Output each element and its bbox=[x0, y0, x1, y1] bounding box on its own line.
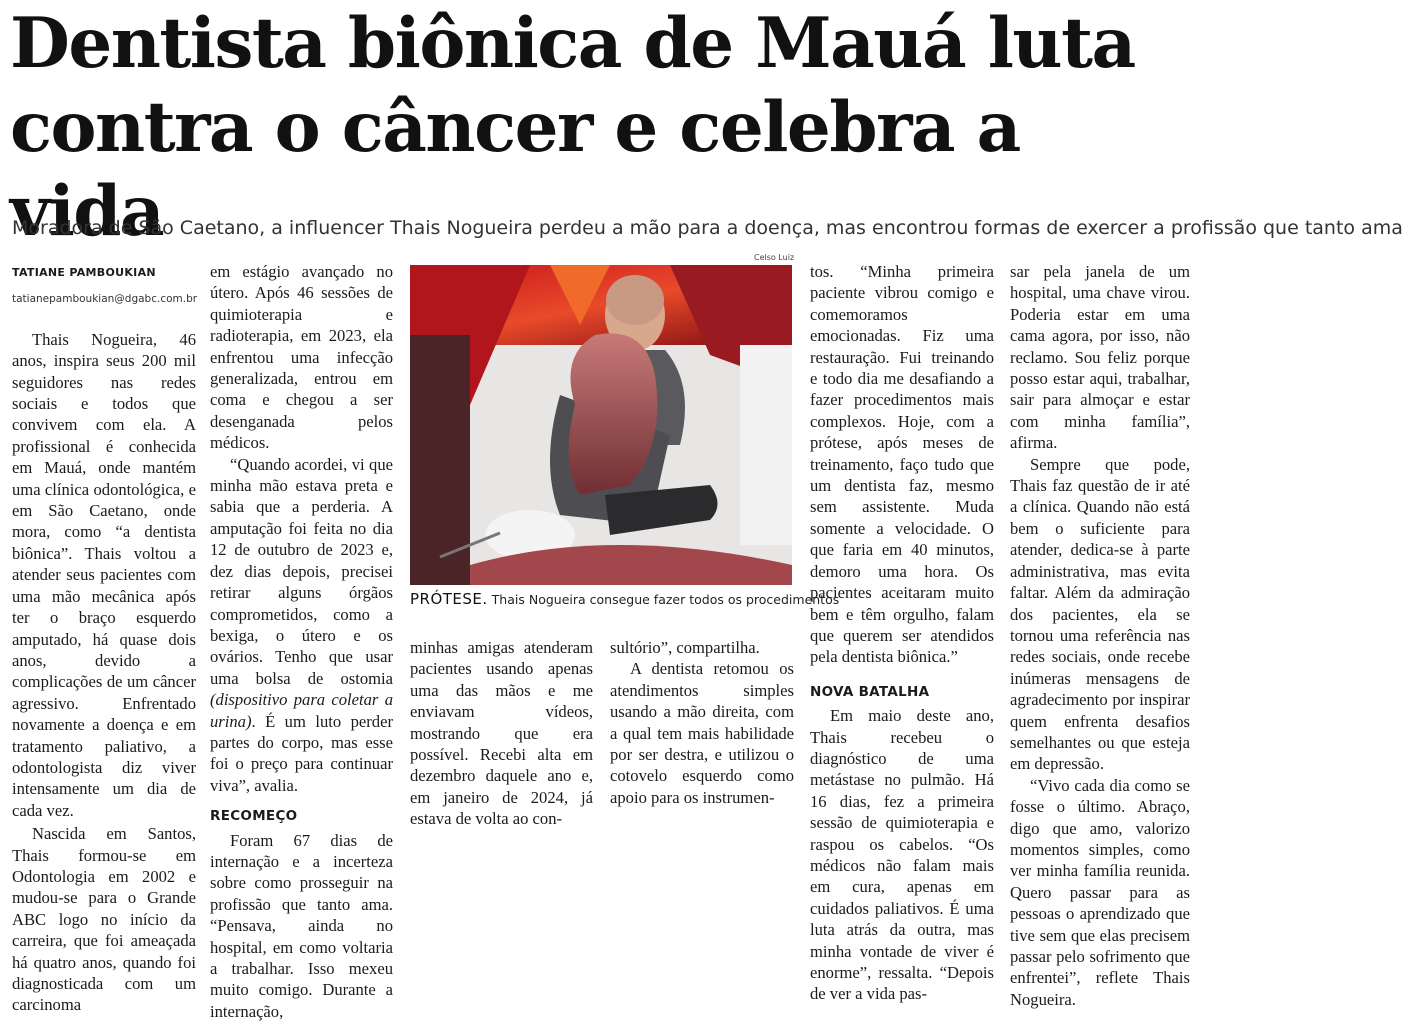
paragraph: minhas amigas atenderam pacientes usando apenas uma das mãos e me enviavam vídeos, mostrando que era possível. Recebi alta em dezembro daquele ano e, em janeiro de 2024, já estava de volta ao con- bbox=[410, 638, 593, 829]
paragraph: Em maio deste ano, Thais recebeu o diagnóstico de uma metástase no pulmão. Há 16 dias, fez a primeira sessão de quimioterapia e raspou os cabelos. “Os médicos não falam mais em cura, apenas em cuidados paliativos. É uma luta atrás da outra, mas minha vontade de viver é enorme”, ressalta. “Depois de ver a vida pas- bbox=[810, 706, 994, 1004]
paragraph: Thais Nogueira, 46 anos, inspira seus 200 mil seguidores nas redes sociais e todos que convivem com ela. A profissional é conhecida em Mauá, onde mantém uma clínica odontológica, e em São Caetano, onde mora, como “a dentista biônica”. Thais voltou a atender seus pacientes com uma mão mecânica após ter o braço esquerdo amputado, há quase dois anos, devido a complicações de um câncer agressivo. Enfrentado novamente a doença e em tratamento paliativo, a odontologista diz viver intensamente um dia de cada vez. bbox=[12, 329, 196, 820]
subheadline: Moradora de São Caetano, a influencer Thais Nogueira perdeu a mão para a doença, mas encontrou formas de exercer a profissão que tanto ama bbox=[12, 217, 1403, 239]
author-email: tatianepamboukian@dgabc.com.br bbox=[12, 293, 198, 306]
paragraph: em estágio avançado no útero. Após 46 sessões de quimioterapia e radioterapia, em 2023, ela enfrentou uma infecção generalizada, entrou em coma e chegou a ser desenganada pelos médicos. bbox=[210, 262, 393, 453]
column-6 bbox=[1010, 261, 1190, 1010]
paragraph: “Vivo cada dia como se fosse o último. Abraço, digo que amo, valorizo momentos simples, como ver minha família reunida. Quero passar para as pessoas o aprendizado que tive sem que elas precisem passar pelo sofrimento que enfrentei”, reflete Thais Nogueira. bbox=[1010, 775, 1190, 1009]
author-name: TATIANE PAMBOUKIAN bbox=[12, 266, 156, 279]
column-4 bbox=[610, 637, 794, 808]
column-5 bbox=[810, 261, 994, 1005]
headline-line-1: Dentista biônica de Mauá luta bbox=[10, 3, 1135, 84]
paragraph: sar pela janela de um hospital, uma chave virou. Poderia estar em uma cama agora, por isso, não reclamo. Sou feliz porque posso estar aqui, trabalhar, sair para almoçar e estar com minha família”, afirma. bbox=[1010, 262, 1190, 453]
paragraph: Foram 67 dias de internação e a incerteza sobre como prosseguir na profissão que tanto ama. “Pensava, ainda no hospital, em como voltaria a trabalhar. Isso mexeu muito comigo. Durante a internação, bbox=[210, 830, 393, 1021]
caption-lead: PRÓTESE. bbox=[410, 590, 488, 608]
paragraph: “Quando acordei, vi que minha mão estava preta e sabia que a perderia. A amputação foi feita no dia 12 de outubro de 2023 e, dez dias depois, precisei retirar alguns órgãos comprometidos, como a bexiga, o útero e os ovários. Tenho que usar uma bolsa de ostomia (dispositivo para coletar a urina). É um luto perder partes do corpo, mas esse foi o preço para continuar viva”, avalia. bbox=[210, 454, 393, 795]
paragraph: Sempre que pode, Thais faz questão de ir até a clínica. Quando não está bem o suficiente para atender, dedica-se à parte administrativa, mas evita faltar. Além da admiração dos pacientes, ela se tornou uma referência nas redes sociais, onde recebe inúmeras mensagens de agradecimento por inspirar quem enfrenta desafios semelhantes ou que esteja em depressão. bbox=[1010, 454, 1190, 774]
paragraph: tos. “Minha primeira paciente vibrou comigo e comemoramos emocionadas. Fiz uma restauração. Fui treinando e todo dia me desafiando a fazer procedimentos mais complexos. Hoje, com a prótese, após meses de treinamento, faço tudo que um dentista faz, mesmo sem assistente. Muda somente a velocidade. O que faria em 40 minutos, demoro uma hora. Os pacientes aceitaram muito bem e têm orgulho, falam que querem ser atendidos pela dentista biônica.” bbox=[810, 262, 994, 667]
column-1 bbox=[12, 262, 196, 1016]
photo-caption: PRÓTESE. Thais Nogueira consegue fazer todos os procedimentos bbox=[410, 590, 840, 608]
column-3 bbox=[410, 637, 593, 830]
section-heading-recomeco: RECOMEÇO bbox=[210, 808, 298, 825]
article-photo bbox=[410, 265, 792, 585]
photo-credit: Celso Luiz bbox=[754, 253, 795, 262]
paragraph: sultório”, compartilha. bbox=[610, 638, 760, 657]
headline-line-2: contra o câncer e celebra a vida bbox=[10, 87, 1020, 252]
column-2 bbox=[210, 261, 393, 1022]
italic-aside: (dispositivo para coletar a urina) bbox=[210, 690, 393, 731]
paragraph: Nascida em Santos, Thais formou-se em Odontologia em 2002 e mudou-se para o Grande ABC logo no início da carreira, que foi ameaçada há quatro anos, quando foi diagnosticada com um carcinoma bbox=[12, 824, 196, 1015]
paragraph: A dentista retomou os atendimentos simples usando a mão direita, com a qual tem mais habilidade por ser destra, e utilizou o cotovelo esquerdo como apoio para os instrumen- bbox=[610, 659, 794, 807]
dentist-photo-illustration bbox=[410, 265, 792, 585]
section-heading-nova-batalha: NOVA BATALHA bbox=[810, 683, 930, 700]
